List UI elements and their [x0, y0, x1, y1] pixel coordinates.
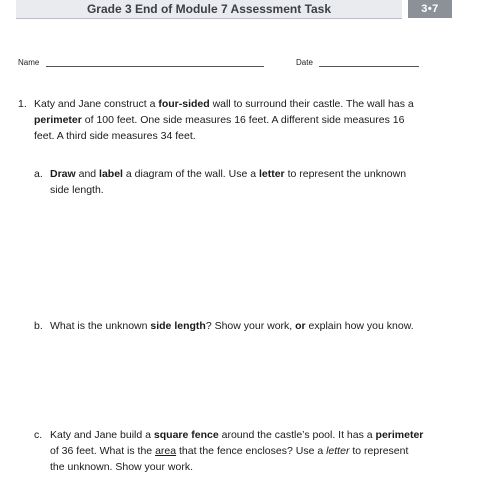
- module-badge: 3•7: [408, 0, 452, 18]
- question-1-line-2: perimeter of 100 feet. One side measures 16 feet. A different side measures 16: [34, 114, 405, 126]
- question-number: 1.: [18, 98, 27, 110]
- page-header: [16, 0, 478, 20]
- header-band: [16, 0, 402, 19]
- part-letter: b.: [34, 320, 43, 332]
- part-letter: a.: [34, 168, 43, 180]
- name-field: [18, 58, 264, 67]
- question-1c-line-3: the unknown. Show your work.: [50, 461, 193, 473]
- question-1b-line-1: What is the unknown side length? Show your work, or explain how you know.: [50, 320, 414, 332]
- question-1a-line-1: Draw and label a diagram of the wall. Use a letter to represent the unknown: [50, 168, 407, 180]
- header-title: Grade 3 End of Module 7 Assessment Task: [86, 2, 332, 16]
- question-1-line-3: feet. A third side measures 34 feet.: [34, 130, 196, 142]
- part-letter: c.: [34, 429, 43, 441]
- name-line[interactable]: [46, 58, 264, 67]
- date-field: [296, 58, 419, 67]
- question-1c-line-2: of 36 feet. What is the area that the fence encloses? Use a letter to represent: [50, 445, 409, 457]
- date-label: Date: [296, 58, 313, 67]
- name-label: Name: [18, 58, 40, 67]
- question-1a-line-2: side length.: [50, 184, 104, 196]
- question-1-line-1: Katy and Jane construct a four-sided wall to surround their castle. The wall has a: [34, 98, 414, 110]
- date-line[interactable]: [319, 58, 419, 67]
- question-1c-line-1: Katy and Jane build a square fence around the castle’s pool. It has a perimeter: [50, 429, 424, 441]
